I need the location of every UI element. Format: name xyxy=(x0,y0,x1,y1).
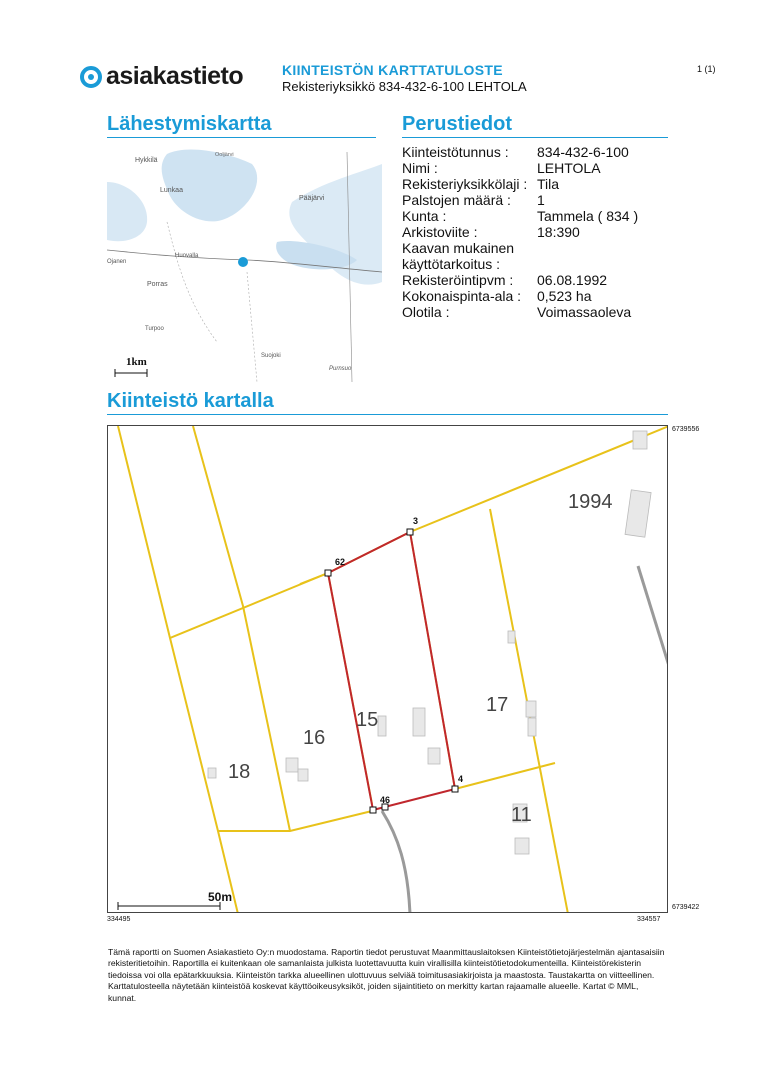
building xyxy=(208,768,216,778)
place-name: Turpoo xyxy=(145,326,164,332)
corner-marker xyxy=(325,570,331,576)
info-label: Kokonaispinta-ala : xyxy=(402,288,522,304)
coord-bottom-left: 334495 xyxy=(107,916,131,923)
disclaimer-text: Tämä raportti on Suomen Asiakastieto Oy:n muodostama. Raportin tiedot perustuvat Maanmittauslaitoksen Kiinteistötietojärjestelmän ajantasaisiin rekisteritietoihin. Raportilla ei kuitenkaan ole samanlaista julkista luotettavuutta kuin virallisilla kiinteistötietodokumenteilla. Kiinteistörekisterin tiedoissa voi olla epätarkkuuksia. Kiinteistön tarkka alueellinen ulottuvuus selviää toimitusasiakirjoista ja maastosta. Taustakartta on viitteellinen. Karttatulosteella näytetään kiinteistöä koskevat käyttöoikeusyksiköt, joiden sijaintitieto on merkitty kartan rajaamalle alueelle. Kartat © MML, kunnat. xyxy=(108,947,665,1003)
info-label: käyttötarkoitus : xyxy=(402,256,501,272)
point-label: 4 xyxy=(458,774,464,784)
info-value: LEHTOLA xyxy=(537,160,601,176)
info-value: 06.08.1992 xyxy=(537,272,608,288)
logo-text: asiakastieto xyxy=(106,62,244,90)
property-map-heading: Kiinteistö kartalla xyxy=(107,390,274,412)
building xyxy=(528,718,536,736)
coord-bottom-right: 6739422 xyxy=(672,904,700,911)
building xyxy=(508,631,515,643)
info-label: Rekisteriyksikkölaji : xyxy=(402,176,528,192)
place-name: Huovalla xyxy=(175,253,199,259)
parcel-number: 1994 xyxy=(568,491,613,513)
basic-info-rule xyxy=(402,137,668,138)
info-label: Kunta : xyxy=(402,208,447,224)
info-value: 18:390 xyxy=(537,224,580,240)
point-label: 62 xyxy=(335,557,346,567)
info-label: Nimi : xyxy=(402,160,438,176)
basic-info-heading: Perustiedot xyxy=(402,113,513,135)
approach-map xyxy=(107,142,382,382)
building xyxy=(298,769,308,781)
building xyxy=(633,431,647,449)
location-marker xyxy=(238,257,248,267)
parcel-number: 15 xyxy=(356,709,379,731)
info-label: Olotila : xyxy=(402,304,450,320)
point-label: 46 xyxy=(380,795,391,805)
corner-marker xyxy=(452,786,458,792)
place-name: Ooljärvi xyxy=(215,152,234,158)
document-title: KIINTEISTÖN KARTTATULOSTE xyxy=(282,62,503,78)
building xyxy=(515,838,529,854)
property-outline xyxy=(328,532,455,810)
place-name: Lunkaa xyxy=(160,187,183,194)
approach-scale-label: 1km xyxy=(126,356,147,368)
approach-map-rule xyxy=(107,137,376,138)
point-label: 3 xyxy=(413,516,419,526)
approach-map-heading: Lähestymiskartta xyxy=(107,113,272,135)
parcel-number: 17 xyxy=(486,694,509,716)
map-scale-bar xyxy=(118,902,220,910)
place-name: Pääjärvi xyxy=(299,195,325,202)
info-label: Arkistoviite : xyxy=(402,224,478,240)
logo-mark-icon xyxy=(80,66,102,88)
property-map xyxy=(107,425,668,913)
place-name: Porras xyxy=(147,281,168,288)
property-map-rule xyxy=(107,414,668,415)
asiakastieto-logo xyxy=(80,62,243,91)
info-value: Tila xyxy=(537,176,560,192)
building xyxy=(625,490,651,537)
info-value: 834-432-6-100 xyxy=(537,144,629,160)
building xyxy=(428,748,440,764)
info-value: Tammela ( 834 ) xyxy=(537,208,639,224)
place-name: Suojoki xyxy=(261,353,281,359)
coord-top-right: 6739556 xyxy=(672,426,700,433)
place-name: Ojanen xyxy=(107,259,127,265)
info-value: 1 xyxy=(537,192,545,208)
map-scale-label: 50m xyxy=(208,890,233,904)
place-name: Purnsuo xyxy=(329,366,352,372)
info-label: Kiinteistötunnus : xyxy=(402,144,509,160)
building xyxy=(413,708,425,736)
corner-marker xyxy=(407,529,413,535)
coord-bottom-mid: 334557 xyxy=(637,916,661,923)
parcel-number: 18 xyxy=(228,761,251,783)
parcel-number: 11 xyxy=(511,804,532,826)
info-value: 0,523 ha xyxy=(537,288,592,304)
parcel-number: 16 xyxy=(303,727,326,749)
info-label: Palstojen määrä : xyxy=(402,192,511,208)
place-name: Hykkilä xyxy=(135,157,158,164)
info-label: Kaavan mukainen xyxy=(402,240,515,256)
building xyxy=(286,758,298,772)
property-map-canvas xyxy=(108,426,668,913)
road xyxy=(382,811,410,913)
building xyxy=(378,716,386,736)
info-label: Rekisteröintipvm : xyxy=(402,272,514,288)
corner-markers xyxy=(325,529,458,813)
document-subtitle: Rekisteriyksikkö 834-432-6-100 LEHTOLA xyxy=(282,79,527,94)
road xyxy=(638,566,668,666)
corner-marker xyxy=(370,807,376,813)
info-value: Voimassaoleva xyxy=(537,304,632,320)
page-number: 1 (1) xyxy=(697,64,716,74)
building xyxy=(526,701,536,717)
